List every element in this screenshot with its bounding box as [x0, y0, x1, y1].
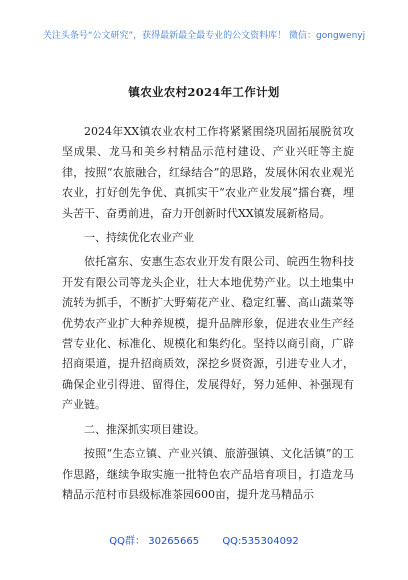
section-heading-1: 一、持续优化农业产业 — [84, 231, 194, 245]
intro-paragraph: 2024年XX镇农业农村工作将紧紧围绕巩固拓展脱贫攻坚成果、龙马和美乡村精品示范村建设、产业兴旺等主旋律，按照“农旅融合，红绿结合”的思路，发展休闲农业观光农业，打好创先争优、真抓实干“农业产业发展”擂台赛，埋头苦干、奋勇前进，奋力开创新时代XX镇发展新格局。 — [62, 125, 354, 220]
document-title: 镇农业农村2024年工作计划 — [128, 85, 280, 99]
footer-qq: QQ:535304092 — [222, 536, 299, 547]
footer-contacts — [0, 532, 408, 547]
section-1-paragraph: 依托富东、安惠生态农业开发有限公司、皖西生物科技开发有限公司等龙头企业，壮大本地优势产业。以土地集中流转为抓手，不断扩大野菊花产业、稳定红薯、高山蔬菜等优势农产业扩大种养规模，提升品牌形象，促进农业生产经营专业化、标准化、规模化和集约化。坚持以商引商，广辟招商渠道，提升招商质效，深挖乡贤资源，引进专业人才，确保企业引得进、留得住，发展得好，努力延伸、补强现有产业链。 — [62, 255, 354, 412]
footer-qq-group: QQ群： 30265665 — [109, 536, 200, 547]
section-heading-2: 二、推深抓实项目建设。 — [84, 422, 205, 436]
section-2-paragraph: 按照“生态立镇、产业兴镇、旅游强镇、文化活镇”的工作思路，继续争取实施一批特色农产品培育项目，打造龙马精品示范村市县级标准茶园600亩，提升龙马精品示 — [62, 447, 354, 501]
header-note: 关注头条号“公文研究”，获得最新最全最专业的公文资料库！ 微信：gongwenyj — [42, 31, 366, 41]
document-body — [62, 122, 354, 509]
